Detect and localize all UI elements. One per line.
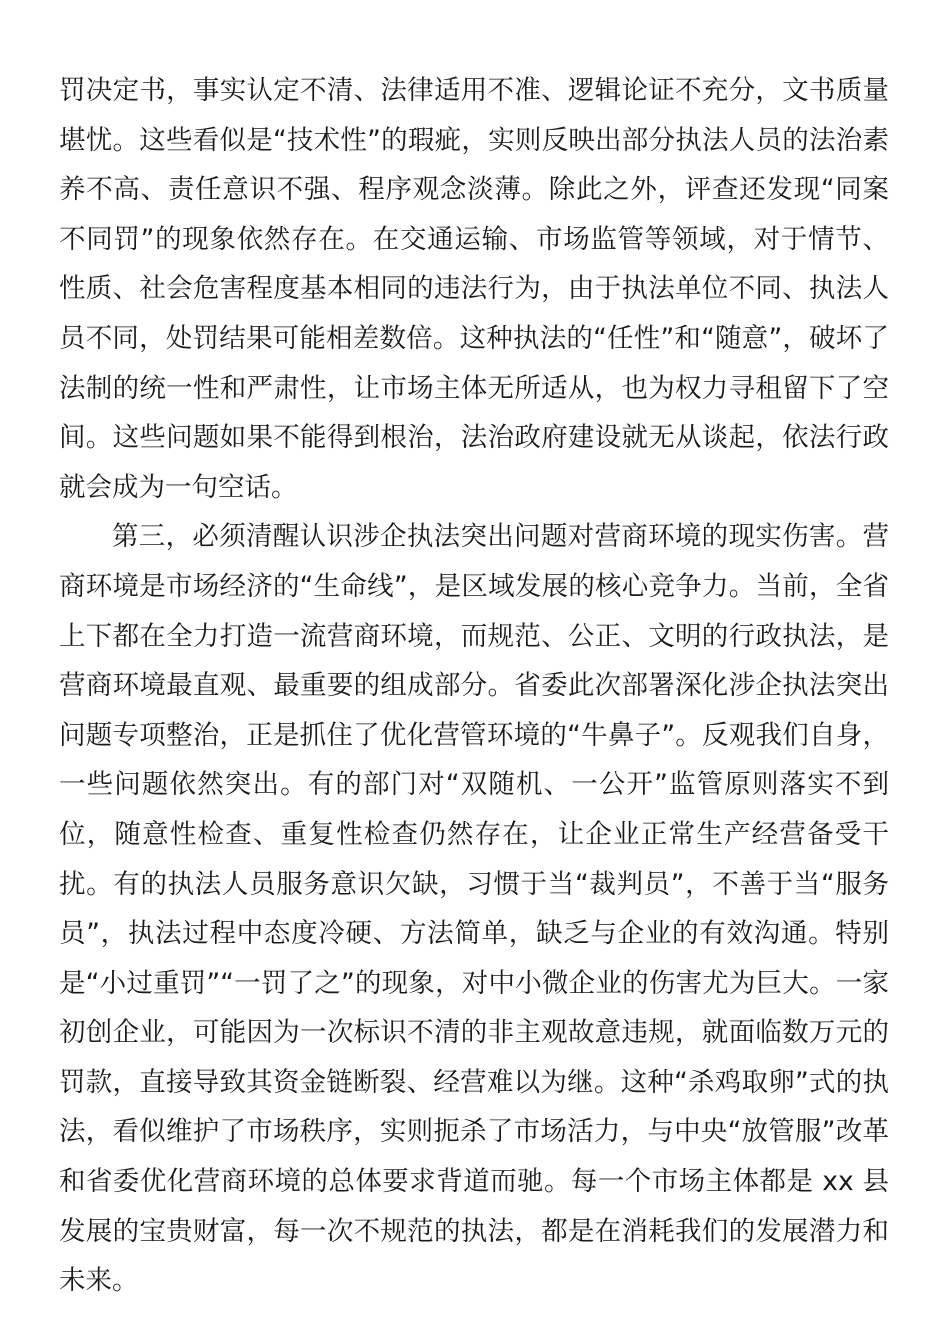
paragraph-continued: 罚决定书，事实认定不清、法律适用不准、逻辑论证不充分，文书质量堪忧。这些看似是“技术性”的瑕疵，实则反映出部分执法人员的法治素养不高、责任意识不强、程序观念淡薄。除此之外，评查还发现“同案不同罚”的现象依然存在。在交通运输、市场监管等领域，对于情节、性质、社会危害程度基本相同的违法行为，由于执法单位不同、执法人员不同，处罚结果可能相差数倍。这种执法的“任性”和“随意”，破坏了法制的统一性和严肃性，让市场主体无所适从，也为权力寻租留下了空间。这些问题如果不能得到根治，法治政府建设就无从谈起，依法行政就会成为一句空话。	[59, 75, 889, 503]
document-page	[59, 66, 889, 1306]
paragraph-third-point: 第三，必须清醒认识涉企执法突出问题对营商环境的现实伤害。营商环境是市场经济的“生命线”，是区域发展的核心竞争力。当前，全省上下都在全力打造一流营商环境，而规范、公正、文明的行政执法，是营商环境最直观、最重要的组成部分。省委此次部署深化涉企执法突出问题专项整治，正是抓住了优化营管环境的“牛鼻子”。反观我们自身，一些问题依然突出。有的部门对“双随机、一公开”监管原则落实不到位，随意性检查、重复性检查仍然存在，让企业正常生产经营备受干扰。有的执法人员服务意识欠缺，习惯于当“裁判员”，不善于当“服务员”，执法过程中态度冷硬、方法简单，缺乏与企业的有效沟通。特别是“小过重罚”“一罚了之”的现象，对中小微企业的伤害尤为巨大。一家初创企业，可能因为一次标识不清的非主观故意违规，就面临数万元的罚款，直接导致其资金链断裂、经营难以为继。这种“杀鸡取卵”式的执法，看似维护了市场秩序，实则扼杀了市场活力，与中央“放管服”改革和省委优化营商环境的总体要求背道而驰。每一个市场主体都是 xx 县发展的宝贵财富，每一次不规范的执法，都是在消耗我们的发展潜力和未来。	[59, 521, 889, 1297]
